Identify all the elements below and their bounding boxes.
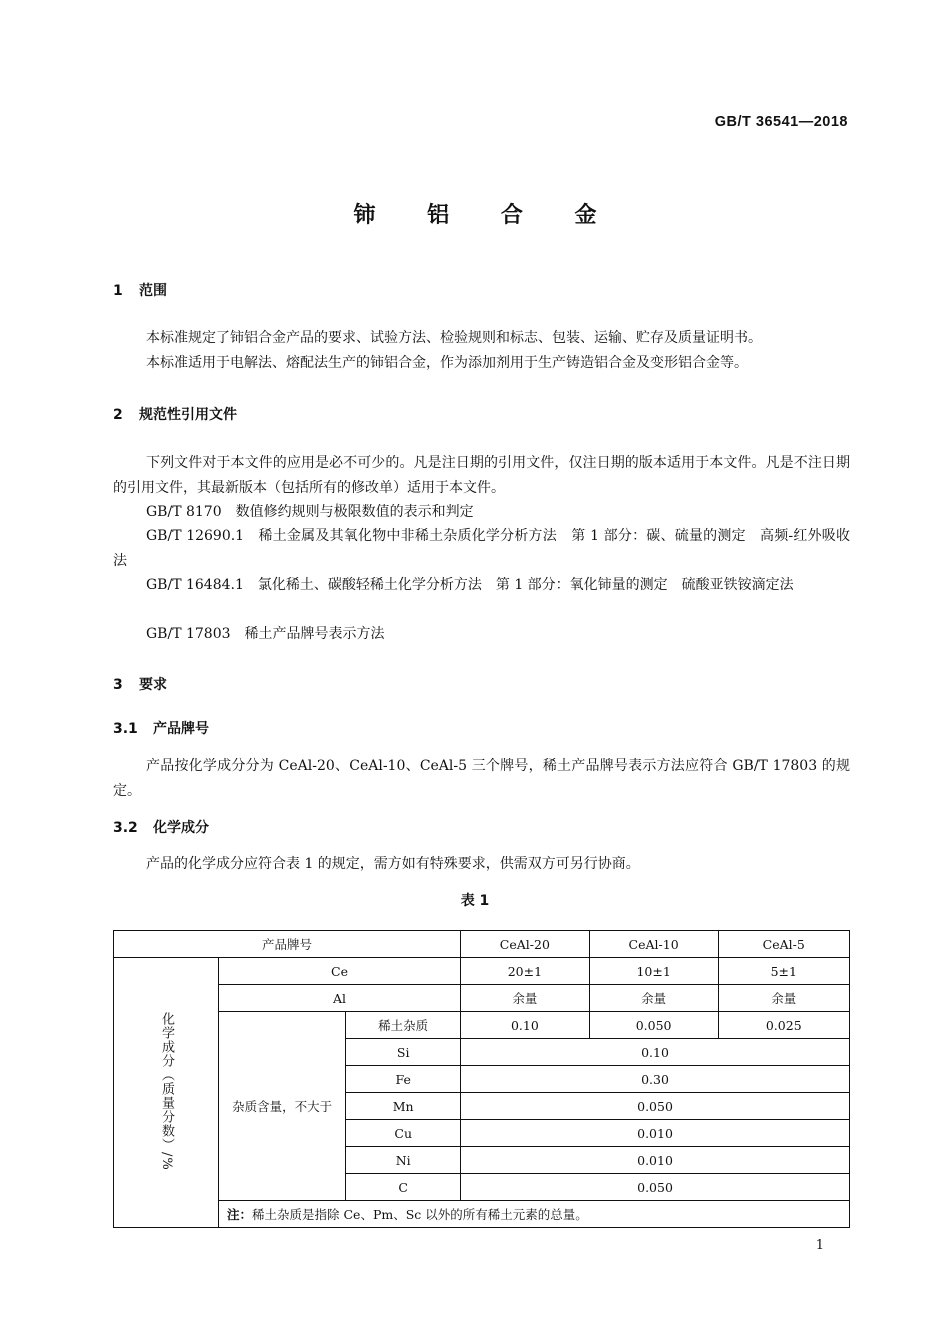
section-title: 规范性引用文件 bbox=[139, 407, 237, 423]
section-2-heading bbox=[113, 404, 237, 424]
section-number: 3 bbox=[113, 677, 123, 693]
section-number: 3.1 bbox=[113, 721, 138, 737]
standard-number: GB/T 36541—2018 bbox=[714, 114, 848, 130]
impurity-label-cell: 杂质含量，不大于 bbox=[219, 1012, 346, 1201]
value-cell: 0.050 bbox=[461, 1174, 850, 1201]
reference-item: GB/T 12690.1 稀土金属及其氧化物中非稀土杂质化学分析方法 第 1 部分：碳、硫量的测定 高频-红外吸收法 bbox=[113, 528, 850, 569]
table-row-al bbox=[114, 985, 850, 1012]
section-number: 3.2 bbox=[113, 820, 138, 836]
value-cell: 余量 bbox=[461, 985, 590, 1012]
header-cell-brand: 产品牌号 bbox=[114, 931, 461, 958]
table-row-ce bbox=[114, 958, 850, 985]
paragraph: 本标准规定了铈铝合金产品的要求、试验方法、检验规则和标志、包装、运输、贮存及质量证明书。 bbox=[146, 330, 762, 346]
paragraph: 产品的化学成分应符合表 1 的规定，需方如有特殊要求，供需双方可另行协商。 bbox=[146, 856, 640, 872]
section-1-heading bbox=[113, 280, 167, 300]
value-cell: 5±1 bbox=[718, 958, 849, 985]
reference-item: GB/T 16484.1 氯化稀土、碳酸轻稀土化学分析方法 第 1 部分：氧化铈量的测定 硫酸亚铁铵滴定法 bbox=[146, 577, 794, 593]
section-3-2-heading bbox=[113, 817, 209, 837]
value-cell: 0.010 bbox=[461, 1120, 850, 1147]
table-caption: 表 1 bbox=[460, 893, 490, 909]
value-cell: 0.050 bbox=[461, 1093, 850, 1120]
paragraph: 下列文件对于本文件的应用是必不可少的。凡是注日期的引用文件，仅注日期的版本适用于本文件。凡是不注日期的引用文件，其最新版本（包括所有的修改单）适用于本文件。 bbox=[113, 455, 850, 496]
row-label-cell: Al bbox=[219, 985, 461, 1012]
value-cell: 0.050 bbox=[589, 1012, 718, 1039]
row-label-cell: Fe bbox=[346, 1066, 461, 1093]
section-3-heading bbox=[113, 674, 167, 694]
note-label: 注： bbox=[227, 1207, 253, 1222]
value-cell: 0.10 bbox=[461, 1012, 590, 1039]
page-number: 1 bbox=[815, 1238, 824, 1253]
row-label-cell: C bbox=[346, 1174, 461, 1201]
section-title: 产品牌号 bbox=[153, 721, 209, 737]
value-cell: 余量 bbox=[589, 985, 718, 1012]
value-cell: 0.30 bbox=[461, 1066, 850, 1093]
row-label-cell: Cu bbox=[346, 1120, 461, 1147]
value-cell: 0.025 bbox=[718, 1012, 849, 1039]
side-label: 化学成分（质量分数）/% bbox=[159, 1011, 174, 1171]
row-label-cell: Ni bbox=[346, 1147, 461, 1174]
header-cell-grade: CeAl-5 bbox=[718, 931, 849, 958]
value-cell: 0.10 bbox=[461, 1039, 850, 1066]
section-title: 范围 bbox=[139, 283, 167, 299]
section-title: 要求 bbox=[139, 677, 167, 693]
paragraph: 本标准适用于电解法、熔配法生产的铈铝合金，作为添加剂用于生产铸造铝合金及变形铝合金等。 bbox=[146, 355, 748, 371]
reference-item: GB/T 8170 数值修约规则与极限数值的表示和判定 bbox=[146, 504, 474, 520]
paragraph: 产品按化学成分分为 CeAl-20、CeAl-10、CeAl-5 三个牌号，稀土产品牌号表示方法应符合 GB/T 17803 的规定。 bbox=[113, 758, 850, 799]
side-label-cell bbox=[114, 958, 219, 1228]
header-cell-grade: CeAl-20 bbox=[461, 931, 590, 958]
table-note-row bbox=[114, 1201, 850, 1228]
row-label-cell: Ce bbox=[219, 958, 461, 985]
value-cell: 20±1 bbox=[461, 958, 590, 985]
section-title: 化学成分 bbox=[153, 820, 209, 836]
note-text: 稀土杂质是指除 Ce、Pm、Sc 以外的所有稀土元素的总量。 bbox=[252, 1207, 588, 1222]
row-label-cell: Si bbox=[346, 1039, 461, 1066]
section-number: 1 bbox=[113, 283, 123, 299]
row-label-cell: 稀土杂质 bbox=[346, 1012, 461, 1039]
table-note-cell bbox=[219, 1201, 850, 1228]
value-cell: 0.010 bbox=[461, 1147, 850, 1174]
section-number: 2 bbox=[113, 407, 123, 423]
value-cell: 余量 bbox=[718, 985, 849, 1012]
table-row-re-impurity bbox=[114, 1012, 850, 1039]
chemical-composition-table bbox=[113, 930, 850, 1228]
document-title: 铈 铝 合 金 bbox=[353, 203, 619, 228]
reference-item: GB/T 17803 稀土产品牌号表示方法 bbox=[146, 626, 385, 642]
row-label-cell: Mn bbox=[346, 1093, 461, 1120]
header-cell-grade: CeAl-10 bbox=[589, 931, 718, 958]
value-cell: 10±1 bbox=[589, 958, 718, 985]
table-header-row bbox=[114, 931, 850, 958]
section-3-1-heading bbox=[113, 718, 209, 738]
